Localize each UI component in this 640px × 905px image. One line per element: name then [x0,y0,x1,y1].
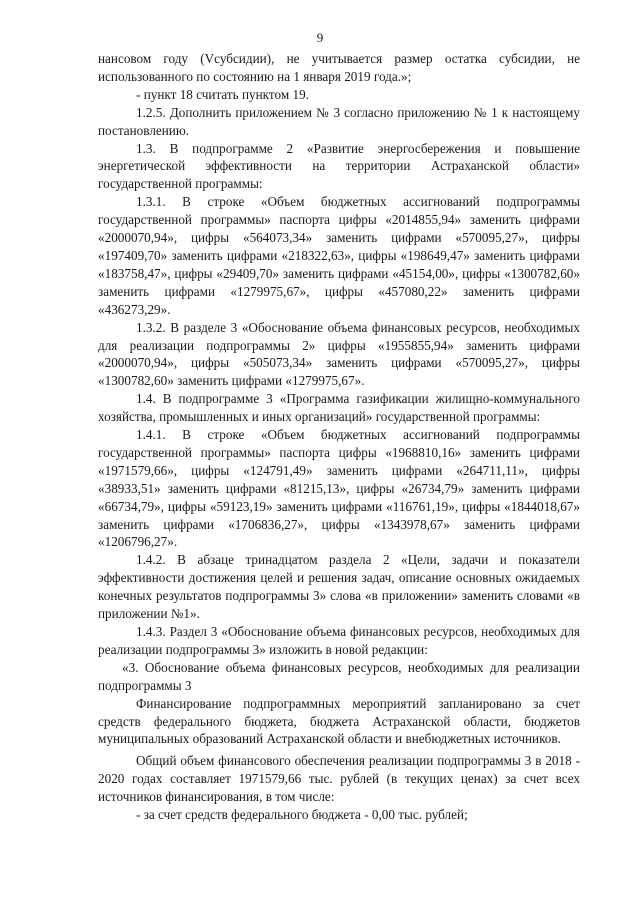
document-body [98,50,580,824]
paragraph-federal-budget: - за счет средств федерального бюджета - 0,00 тыс. рублей; [136,807,468,823]
section-3-heading: «3. Обоснование объема финансовых ресурсов, необходимых для реализации подпрограммы 3 [98,659,580,693]
paragraph-financing-sources: Финансирование подпрограммных мероприятий запланировано за счет средств федерального бюджета, бюджета Астраханской области, бюджетов муниципальных образований Астраханской области и внебюджетных источников. [98,695,580,747]
paragraph-1-4: 1.4. В подпрограмме 3 «Программа газификации жилищно-коммунального хозяйства, промышленных и иных организаций» государственной программы: [98,391,580,425]
paragraph-point-18: - пункт 18 считать пунктом 19. [136,86,309,102]
paragraph-total-volume: Общий объем финансового обеспечения реализации подпрограммы 3 в 2018 - 2020 годах составляет 1971579,66 тыс. рублей (в текущих ценах) за счет всех источников финансирования, в том числе: [98,753,580,805]
page-number: 9 [316,30,324,45]
paragraph-1-2-5: 1.2.5. Дополнить приложением № 3 согласно приложению № 1 к настоящему постановлению. [98,104,580,138]
paragraph-1-4-2: 1.4.2. В абзаце тринадцатом раздела 2 «Цели, задачи и показатели эффективности достижения целей и решения задач, описание основных ожидаемых конечных результатов подпрограммы 3» слова «в приложении» заменить словами «в приложении №1». [98,552,580,622]
paragraph-1-3-1: 1.3.1. В строке «Объем бюджетных ассигнований подпрограммы государственной программы» паспорта цифры «2014855,94» заменить цифрами «2000070,94», цифры «564073,34» заменить цифрами «570095,27», цифры «197409,70» заменить цифрами «218322,63», цифры «198649,47» заменить цифрами «183758,47», цифры «29409,70» заменить цифрами «45154,00», цифры «1300782,60» заменить цифрами «1279975,67», цифры «457080,22» заменить цифрами «436273,29». [98,194,580,317]
paragraph-1-3: 1.3. В подпрограмме 2 «Развитие энергосбережения и повышение энергетической эффективности на территории Астраханской области» государственной программы: [98,140,580,192]
paragraph-subsidy-remainder: нансовом году (Vсубсидии), не учитывается размер остатка субсидии, не использованного по состоянию на 1 января 2019 года.»; [98,51,580,84]
paragraph-1-3-2: 1.3.2. В разделе 3 «Обоснование объема финансовых ресурсов, необходимых для реализации подпрограммы 2» цифры «1955855,94» заменить цифрами «2000070,94», цифры «505073,34» заменить цифрами «570095,27», цифры «1300782,60» заменить цифрами «1279975,67». [98,319,580,389]
paragraph-1-4-1: 1.4.1. В строке «Объем бюджетных ассигнований подпрограммы государственной программы» паспорта цифры «1968810,16» заменить цифрами «1971579,66», цифры «124791,49» заменить цифрами «264711,11», цифры «38933,51» заменить цифрами «81215,13», цифры «26734,79» заменить цифрами «66734,79», цифры «59123,19» заменить цифрами «116761,19», цифры «1844018,67» заменить цифрами «1706836,27», цифры «1343978,67» заменить цифрами «1206796,27». [98,427,580,550]
paragraph-1-4-3: 1.4.3. Раздел 3 «Обоснование объема финансовых ресурсов, необходимых для реализации подпрограммы 3» изложить в новой редакции: [98,624,580,657]
